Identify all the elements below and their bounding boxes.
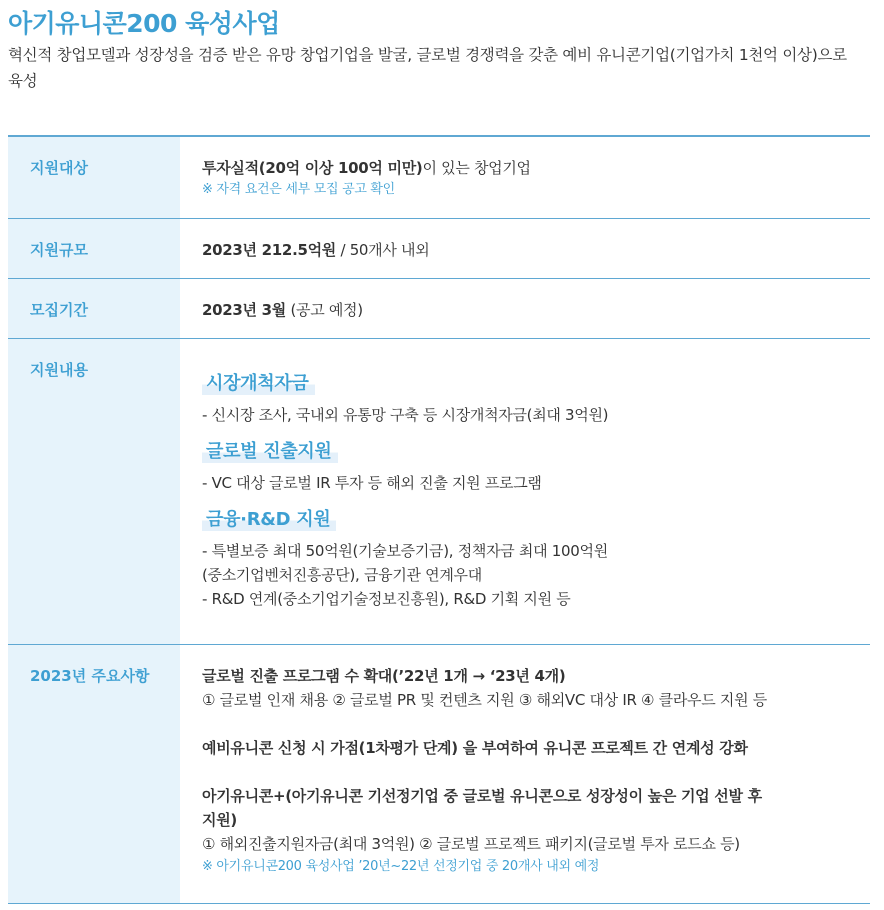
target-text: 이 있는 창업기업 <box>422 159 531 177</box>
section-global-title: 글로벌 진출지원 <box>202 437 338 463</box>
page-description: 혁신적 창업모델과 성장성을 검증 받은 유망 창업기업을 발굴, 글로벌 경쟁력을 갖춘 예비 유니콘기업(기업가치 1천억 이상)으로 육성 <box>8 46 847 90</box>
scale-text: / 50개사 내외 <box>336 241 430 259</box>
scale-bold: 2023년 212.5억원 <box>202 241 336 259</box>
highlight-3-title-2: 지원) <box>202 811 237 829</box>
row-scale <box>8 219 870 279</box>
row-content-body <box>180 339 870 644</box>
section-finance-line-2: (중소기업벤처진흥공단), 금융기관 연계우대 <box>202 566 482 584</box>
period-bold: 2023년 3월 <box>202 301 286 319</box>
row-period-body <box>180 279 870 338</box>
row-content-label: 지원내용 <box>8 339 180 644</box>
info-table <box>8 135 870 904</box>
row-highlights-body <box>180 645 870 903</box>
row-scale-body <box>180 219 870 278</box>
row-target <box>8 137 870 219</box>
highlight-2-title: 예비유니콘 신청 시 가점(1차평가 단계) 을 부여하여 유니콘 프로젝트 간 연계성 강화 <box>202 739 748 757</box>
page-title: 아기유니콘200 육성사업 <box>8 9 280 38</box>
row-period <box>8 279 870 339</box>
highlight-1-title: 글로벌 진출 프로그램 수 확대(’22년 1개 → ‘23년 4개) <box>202 667 566 685</box>
row-period-label: 모집기간 <box>8 279 180 338</box>
row-highlights-label: 2023년 주요사항 <box>8 645 180 903</box>
section-finance-line-3: - R&D 연계(중소기업기술정보진흥원), R&D 기획 지원 등 <box>202 590 571 608</box>
target-note: ※ 자격 요건은 세부 모집 공고 확인 <box>202 182 395 197</box>
highlight-3-text: ① 해외진출지원자금(최대 3억원) ② 글로벌 프로젝트 패키지(글로벌 투자 로드쇼 등) <box>202 835 740 853</box>
section-market-title: 시장개척자금 <box>202 369 315 395</box>
section-market-line: - 신시장 조사, 국내외 유통망 구축 등 시장개척자금(최대 3억원) <box>202 406 609 424</box>
row-target-body <box>180 137 870 218</box>
target-bold: 투자실적(20억 이상 100억 미만) <box>202 159 423 177</box>
section-global-line: - VC 대상 글로벌 IR 투자 등 해외 진출 지원 프로그램 <box>202 474 542 492</box>
row-target-label: 지원대상 <box>8 137 180 218</box>
row-scale-label: 지원규모 <box>8 219 180 278</box>
highlight-note: ※ 아기유니콘200 육성사업 ’20년~22년 선정기업 중 20개사 내외 예정 <box>202 859 600 874</box>
section-finance-title: 금융·R&D 지원 <box>202 505 336 531</box>
period-text: (공고 예정) <box>286 301 363 319</box>
highlight-3-title-1: 아기유니콘+(아기유니콘 기선정기업 중 글로벌 유니콘으로 성장성이 높은 기업 선발 후 <box>202 787 762 805</box>
highlight-1-text: ① 글로벌 인재 채용 ② 글로벌 PR 및 컨텐츠 지원 ③ 해외VC 대상 IR ④ 클라우드 지원 등 <box>202 691 767 709</box>
row-highlights <box>8 645 870 904</box>
row-content <box>8 339 870 645</box>
section-finance-line-1: - 특별보증 최대 50억원(기술보증기금), 정책자금 최대 100억원 <box>202 542 608 560</box>
